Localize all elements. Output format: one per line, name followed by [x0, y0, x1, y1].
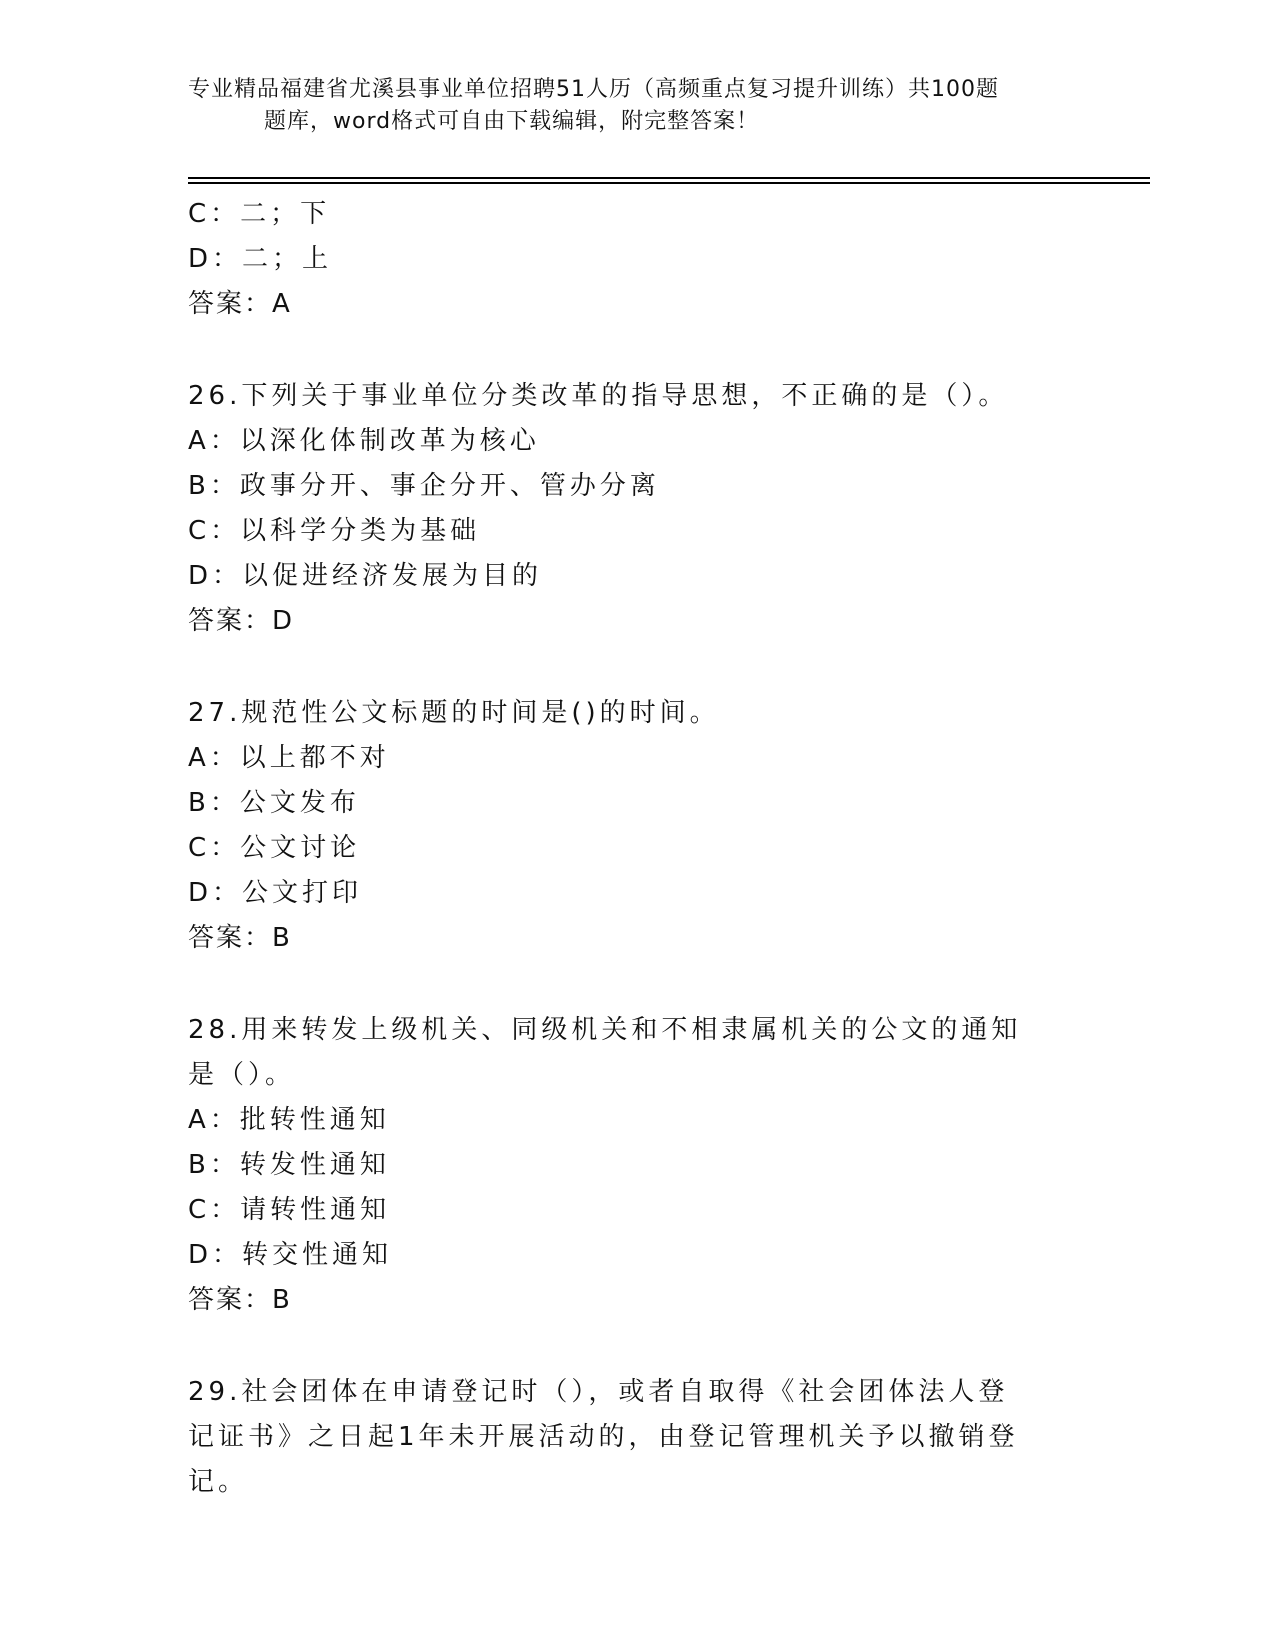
header-line-2: 题库，word格式可自由下载编辑，附完整答案！ — [264, 109, 760, 134]
option-d: D：二；上 — [188, 244, 333, 274]
option-b: B：政事分开、事企分开、管办分离 — [188, 471, 660, 501]
answer-line: 答案：A — [188, 289, 292, 319]
option-d: D：以促进经济发展为目的 — [188, 561, 543, 591]
option-a: A：以上都不对 — [188, 743, 390, 773]
question-stem: 28.用来转发上级机关、同级机关和不相隶属机关的公文的通知是（）。 — [188, 1015, 1022, 1090]
option-a: A：以深化体制改革为核心 — [188, 426, 540, 456]
question-stem: 27.规范性公文标题的时间是()的时间。 — [188, 698, 720, 728]
answer-line: 答案：B — [188, 923, 292, 953]
question-block-28 — [188, 1008, 1088, 1323]
answer-line: 答案：D — [188, 606, 295, 636]
header-rule-top — [188, 177, 1150, 179]
question-stem: 26.下列关于事业单位分类改革的指导思想，不正确的是（）。 — [188, 381, 1009, 411]
header-rule-bottom — [188, 182, 1150, 184]
option-b: B：公文发布 — [188, 788, 360, 818]
document-body — [188, 192, 1088, 1505]
question-block-27 — [188, 691, 1088, 961]
option-c: C：二；下 — [188, 199, 331, 229]
option-b: B：转发性通知 — [188, 1150, 390, 1180]
option-c: C：以科学分类为基础 — [188, 516, 481, 546]
option-c: C：请转性通知 — [188, 1195, 391, 1225]
question-stem: 29.社会团体在申请登记时（），或者自取得《社会团体法人登记证书》之日起1年未开展活动的，由登记管理机关予以撤销登记。 — [188, 1377, 1019, 1497]
option-a: A：批转性通知 — [188, 1105, 390, 1135]
option-c: C：公文讨论 — [188, 833, 361, 863]
option-d: D：转交性通知 — [188, 1240, 393, 1270]
question-block-26 — [188, 374, 1088, 644]
answer-line: 答案：B — [188, 1285, 292, 1315]
question-block-29 — [188, 1370, 1088, 1505]
header-line-1: 专业精品福建省尤溪县事业单位招聘51人历（高频重点复习提升训练）共100题 — [188, 77, 999, 102]
question-block-prev — [188, 192, 1088, 327]
option-d: D：公文打印 — [188, 878, 363, 908]
document-header — [188, 74, 1088, 138]
